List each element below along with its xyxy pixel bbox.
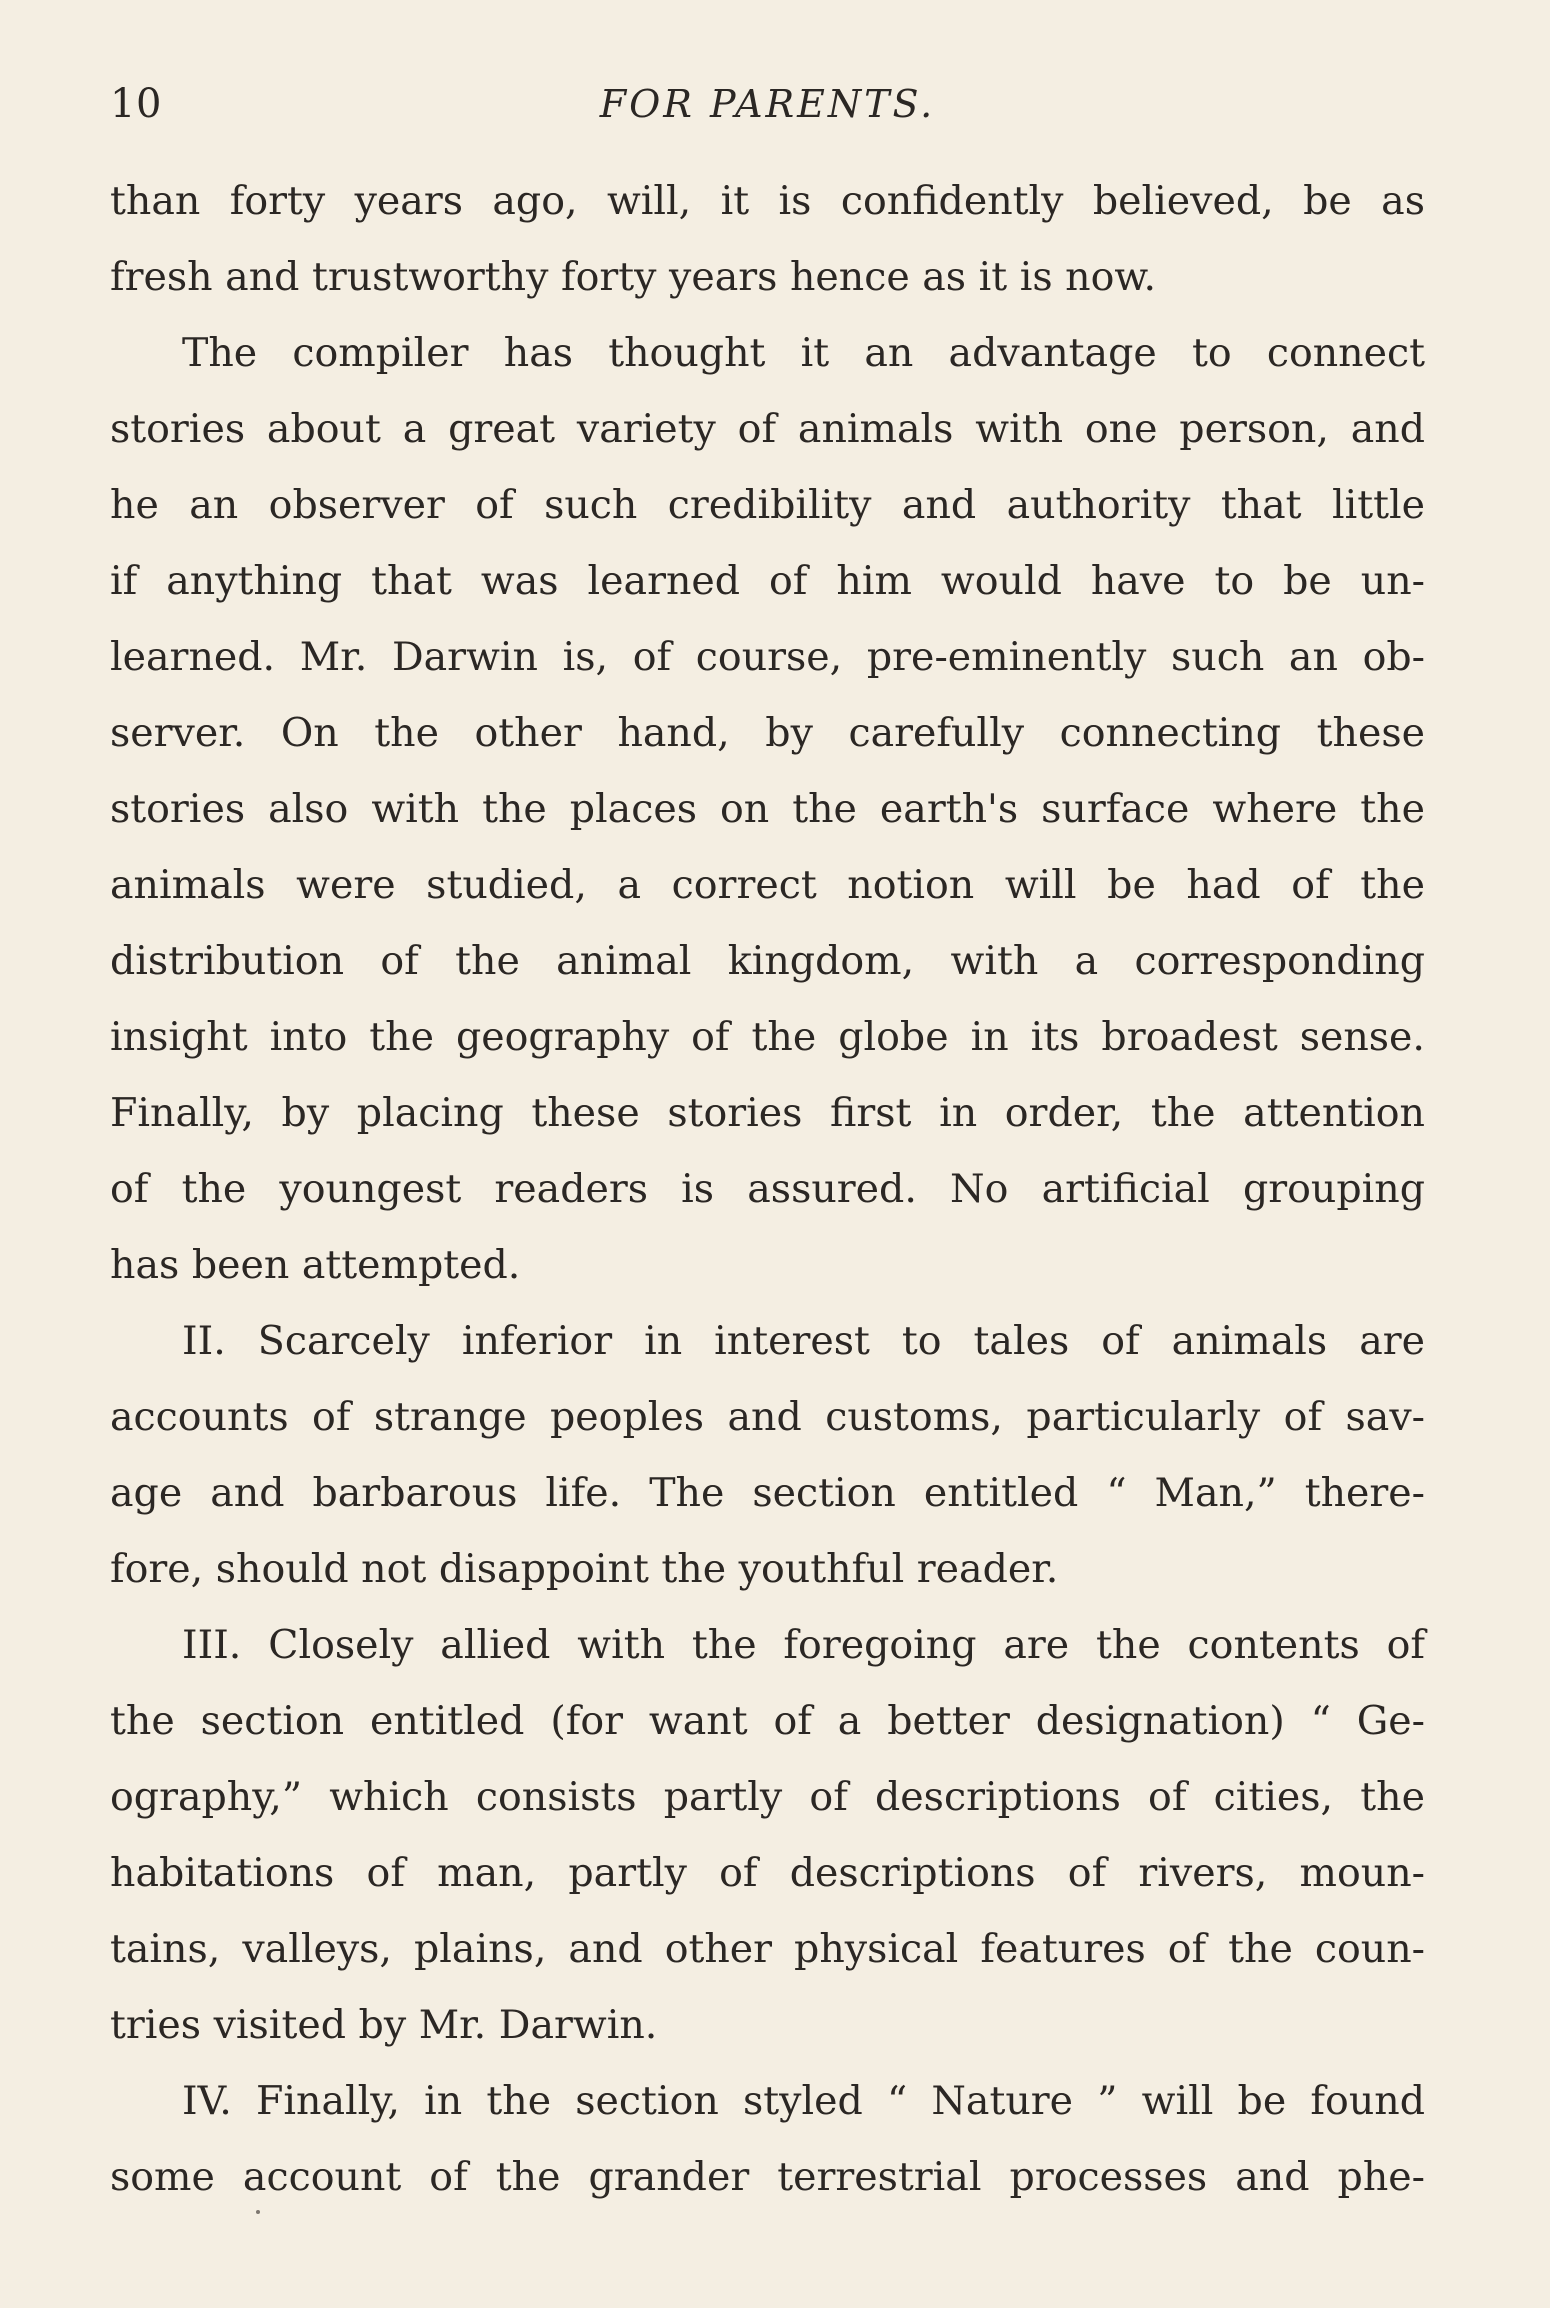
text-line: than forty years ago, will, it is confidently believed, be as	[110, 178, 1425, 224]
paragraph-compiler	[110, 315, 1425, 1303]
paragraph-section-iii	[110, 1607, 1425, 2063]
text-line: II. Scarcely inferior in interest to tales of animals are	[182, 1318, 1425, 1364]
text-line: server. On the other hand, by carefully connecting these	[110, 710, 1425, 756]
text-line: stories also with the places on the earth's surface where the	[110, 786, 1425, 832]
text-line: III. Closely allied with the foregoing are the contents of	[182, 1622, 1425, 1668]
text-line: some account of the grander terrestrial processes and phe-	[110, 2154, 1425, 2200]
ink-speck	[256, 2210, 260, 2214]
paragraph-section-ii	[110, 1303, 1425, 1607]
paragraph-continued	[110, 163, 1425, 315]
text-line: age and barbarous life. The section entitled “ Man,” there-	[110, 1470, 1425, 1516]
text-line: the section entitled (for want of a better designation) “ Ge-	[110, 1698, 1425, 1744]
text-line: The compiler has thought it an advantage to connect	[182, 330, 1425, 376]
text-line: he an observer of such credibility and authority that little	[110, 482, 1425, 528]
text-line: learned. Mr. Darwin is, of course, pre-eminently such an ob-	[110, 634, 1425, 680]
text-line: Finally, by placing these stories first in order, the attention	[110, 1090, 1425, 1136]
text-line: has been attempted.	[110, 1242, 521, 1288]
page-number: 10	[110, 81, 162, 127]
text-line: animals were studied, a correct notion will be had of the	[110, 862, 1425, 908]
text-line: IV. Finally, in the section styled “ Nature ” will be found	[182, 2078, 1425, 2124]
text-line: tains, valleys, plains, and other physical features of the coun-	[110, 1926, 1425, 1972]
page-header	[110, 78, 1425, 130]
body-text	[110, 163, 1425, 2215]
text-line: of the youngest readers is assured. No artificial grouping	[110, 1166, 1425, 1212]
running-head: FOR PARENTS.	[599, 82, 936, 126]
text-line: stories about a great variety of animals with one person, and	[110, 406, 1425, 452]
text-line: fresh and trustworthy forty years hence as it is now.	[110, 254, 1157, 300]
text-line: tries visited by Mr. Darwin.	[110, 2002, 658, 2048]
text-line: habitations of man, partly of descriptions of rivers, moun-	[110, 1850, 1425, 1896]
text-line: distribution of the animal kingdom, with a corresponding	[110, 938, 1425, 984]
text-line: if anything that was learned of him would have to be un-	[110, 558, 1425, 604]
text-line: accounts of strange peoples and customs, particularly of sav-	[110, 1394, 1425, 1440]
text-line: insight into the geography of the globe in its broadest sense.	[110, 1014, 1425, 1060]
paragraph-section-iv	[110, 2063, 1425, 2215]
text-line: fore, should not disappoint the youthful reader.	[110, 1546, 1059, 1592]
text-line: ography,” which consists partly of descriptions of cities, the	[110, 1774, 1425, 1820]
